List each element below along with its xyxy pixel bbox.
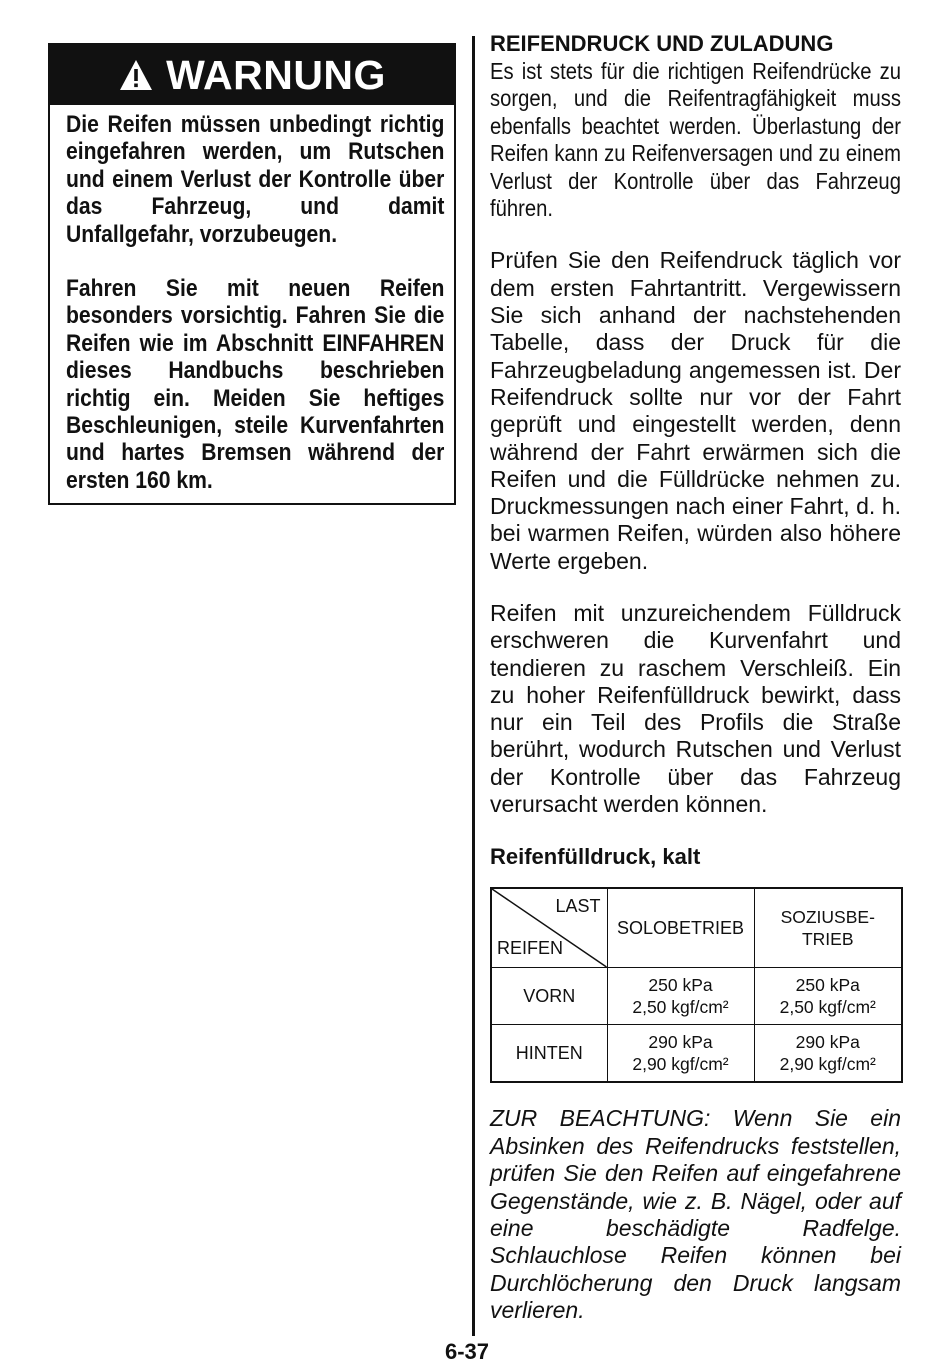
table-row <box>491 1025 902 1083</box>
row-label-rear: HINTEN <box>491 1025 607 1083</box>
row-label-front: VORN <box>491 968 607 1025</box>
intro-paragraph: Es ist stets für die richtigen Reifendrücke zu sorgen, und die Reifentragfähigkeit muss ebenfalls beachtet werden. Überlastung der Reifen kann zu Reifenversagen und zu einem Verlust der Kontrolle über das Fahrzeug führen. <box>490 58 901 222</box>
column-header-solo: SOLOBETRIEB <box>607 888 754 968</box>
cell-front-sozius: 250 kPa 2,50 kgf/cm² <box>754 968 902 1025</box>
warning-header <box>50 45 454 105</box>
table-heading: Reifenfülldruck, kalt <box>490 844 701 870</box>
warning-paragraph-2: Fahren Sie mit neuen Reifen besonders vorsichtig. Fahren Sie die Reifen wie im Abschnitt EINFAHREN dieses Handbuchs beschrieben richtig ein. Meiden Sie heftiges Beschleunigen, steile Kurvenfahrten und hartes Bremsen während der ersten 160 km. <box>66 275 445 494</box>
warning-box <box>48 43 456 505</box>
section-heading: REIFENDRUCK UND ZULADUNG <box>490 31 834 56</box>
warning-title: WARNUNG <box>166 51 386 98</box>
warning-triangle-icon <box>118 57 154 93</box>
cell-rear-sozius: 290 kPa 2,90 kgf/cm² <box>754 1025 902 1083</box>
column-divider <box>472 36 475 1336</box>
tire-pressure-table <box>490 887 903 1083</box>
page-number: 6-37 <box>445 1339 490 1364</box>
table-row <box>491 968 902 1025</box>
corner-label-reifen: REIFEN <box>497 938 564 959</box>
warning-body <box>50 105 454 494</box>
column-header-sozius: SOZIUSBE- TRIEB <box>754 888 902 968</box>
warning-paragraph-1: Die Reifen müssen unbedingt richtig eingefahren werden, um Rutschen und einem Verlust der Kontrolle über das Fahrzeug, und damit Unfallgefahr, vorzubeugen. <box>66 111 445 248</box>
right-column <box>490 30 901 1325</box>
table-corner-cell <box>491 888 607 968</box>
underinflation-paragraph: Reifen mit unzureichendem Fülldruck erschweren die Kurvenfahrt und tendieren zu raschem Verschleiß. Ein zu hoher Reifenfülldruck bewirkt, dass nur ein Teil des Profils die Straße berührt, wodurch Rutschen und Verlust der Kontrolle über das Fahrzeug verursacht werden können. <box>490 600 901 818</box>
corner-label-last: LAST <box>555 896 601 917</box>
table-header-row <box>491 888 902 968</box>
cell-front-solo: 250 kPa 2,50 kgf/cm² <box>607 968 754 1025</box>
cell-rear-solo: 290 kPa 2,90 kgf/cm² <box>607 1025 754 1083</box>
note-paragraph: ZUR BEACHTUNG: Wenn Sie ein Absinken des Reifendrucks feststellen, prüfen Sie den Reifen auf eingefahrene Gegenstände, wie z. B. Nägel, oder auf eine beschädigte Radfelge. Schlauchlose Reifen können bei Durchlöcherung den Druck langsam verlieren. <box>490 1105 901 1324</box>
check-pressure-paragraph: Prüfen Sie den Reifendruck täglich vor dem ersten Fahrtantritt. Vergewissern Sie sich anhand der nachstehenden Tabelle, dass der Druck für die Fahrzeugbeladung angemessen ist. Der Reifendruck sollte nur vor der Fahrt geprüft und eingestellt werden, denn während der Fahrt erwärmen sich die Reifen und die Fülldrücke nehmen zu. Druckmessungen nach einer Fahrt, d. h. bei warmen Reifen, würden also höhere Werte ergeben. <box>490 247 901 574</box>
